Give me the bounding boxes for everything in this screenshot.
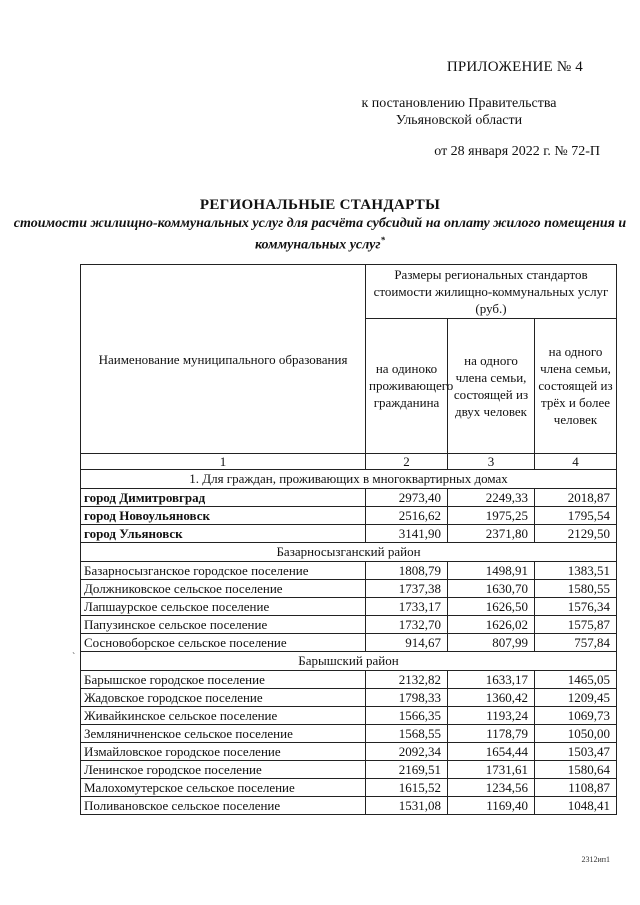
value-three-cell: 757,84 — [535, 634, 617, 652]
municipality-name-cell: Сосновоборское сельское поселение — [81, 634, 366, 652]
column-header-group: Размеры региональных стандартов стоимости жилищно-коммунальных услуг (руб.) — [366, 265, 617, 319]
cities-group — [81, 489, 617, 543]
district-1-group — [81, 562, 617, 652]
value-single-cell: 1566,35 — [366, 707, 448, 725]
district-heading-row — [81, 652, 617, 671]
municipality-name-cell: Живайкинское сельское поселение — [81, 707, 366, 725]
value-single-cell: 1737,38 — [366, 580, 448, 598]
table-row — [81, 525, 617, 543]
decree-date: от 28 января 2022 г. № 72-П — [434, 144, 600, 159]
value-three-cell: 1209,45 — [535, 689, 617, 707]
value-single-cell: 2973,40 — [366, 489, 448, 507]
document-subtitle — [0, 215, 640, 254]
municipality-name-cell: Папузинское сельское поселение — [81, 616, 366, 634]
value-single-cell: 1615,52 — [366, 779, 448, 797]
section-heading-row — [81, 470, 617, 489]
value-single-cell: 914,67 — [366, 634, 448, 652]
column-header-two: на одного члена семьи, состоящей из двух человек — [448, 318, 535, 453]
value-single-cell: 1531,08 — [366, 797, 448, 815]
value-three-cell: 2129,50 — [535, 525, 617, 543]
table-row — [81, 761, 617, 779]
district-heading: Барышский район — [81, 652, 617, 671]
table-row — [81, 489, 617, 507]
value-two-cell: 1234,56 — [448, 779, 535, 797]
municipality-name-cell: Ленинское городское поселение — [81, 761, 366, 779]
value-two-cell: 1731,61 — [448, 761, 535, 779]
value-single-cell: 2516,62 — [366, 507, 448, 525]
value-two-cell: 1654,44 — [448, 743, 535, 761]
district-heading-group — [81, 652, 617, 671]
column-header-name: Наименование муниципального образования — [81, 265, 366, 454]
table-row — [81, 797, 617, 815]
value-two-cell: 2371,80 — [448, 525, 535, 543]
table-row — [81, 634, 617, 652]
appendix-label: ПРИЛОЖЕНИЕ № 4 — [446, 59, 583, 75]
column-header-three: на одного члена семьи, состоящей из трёх и более человек — [535, 318, 617, 453]
table-row — [81, 616, 617, 634]
column-header-single: на одиноко проживающего гражданина — [366, 318, 448, 453]
value-two-cell: 1626,02 — [448, 616, 535, 634]
value-three-cell: 1580,64 — [535, 761, 617, 779]
value-three-cell: 1795,54 — [535, 507, 617, 525]
decree-reference: к постановлению Правительства Ульяновской области — [361, 96, 557, 128]
municipality-name-cell: Базарносызганское городское поселение — [81, 562, 366, 580]
table-header-row — [81, 265, 617, 319]
value-two-cell: 1630,70 — [448, 580, 535, 598]
value-three-cell: 1069,73 — [535, 707, 617, 725]
municipality-name-cell: Должниковское сельское поселение — [81, 580, 366, 598]
value-three-cell: 1576,34 — [535, 598, 617, 616]
municipality-name-cell: Барышское городское поселение — [81, 671, 366, 689]
table-row — [81, 507, 617, 525]
table-row — [81, 580, 617, 598]
value-two-cell: 1360,42 — [448, 689, 535, 707]
value-three-cell: 1048,41 — [535, 797, 617, 815]
district-heading-row — [81, 543, 617, 562]
column-number: 1 — [81, 454, 366, 470]
district-heading-group — [81, 543, 617, 562]
municipality-name-cell: Малохомутерское сельское поселение — [81, 779, 366, 797]
table-row — [81, 707, 617, 725]
table-row — [81, 725, 617, 743]
value-three-cell: 1465,05 — [535, 671, 617, 689]
municipality-name-cell: город Новоульяновск — [81, 507, 366, 525]
value-two-cell: 2249,33 — [448, 489, 535, 507]
value-single-cell: 2092,34 — [366, 743, 448, 761]
table-row — [81, 562, 617, 580]
stray-mark: ` — [72, 652, 76, 663]
footnote-mark: * — [380, 235, 386, 245]
value-two-cell: 1178,79 — [448, 725, 535, 743]
value-single-cell: 1798,33 — [366, 689, 448, 707]
value-single-cell: 1808,79 — [366, 562, 448, 580]
value-three-cell: 1383,51 — [535, 562, 617, 580]
value-single-cell: 1568,55 — [366, 725, 448, 743]
value-two-cell: 1498,91 — [448, 562, 535, 580]
value-three-cell: 1575,87 — [535, 616, 617, 634]
table-row — [81, 671, 617, 689]
document-title: РЕГИОНАЛЬНЫЕ СТАНДАРТЫ — [199, 197, 441, 213]
value-single-cell: 3141,90 — [366, 525, 448, 543]
value-three-cell: 1050,00 — [535, 725, 617, 743]
municipality-name-cell: город Димитровград — [81, 489, 366, 507]
municipality-name-cell: Лапшаурское сельское поселение — [81, 598, 366, 616]
value-two-cell: 1193,24 — [448, 707, 535, 725]
standards-table — [80, 264, 617, 815]
municipality-name-cell: Жадовское городское поселение — [81, 689, 366, 707]
district-heading: Базарносызганский район — [81, 543, 617, 562]
table-row — [81, 689, 617, 707]
municipality-name-cell: Поливановское сельское поселение — [81, 797, 366, 815]
subtitle-text: стоимости жилищно-коммунальных услуг для расчёта субсидий на оплату жилого помещения и коммунальных услуг — [13, 216, 627, 253]
column-number: 2 — [366, 454, 448, 470]
column-number: 4 — [535, 454, 617, 470]
table-row — [81, 779, 617, 797]
value-single-cell: 1732,70 — [366, 616, 448, 634]
value-three-cell: 1503,47 — [535, 743, 617, 761]
value-single-cell: 1733,17 — [366, 598, 448, 616]
value-three-cell: 1580,55 — [535, 580, 617, 598]
value-single-cell: 2169,51 — [366, 761, 448, 779]
value-three-cell: 2018,87 — [535, 489, 617, 507]
district-2-group — [81, 671, 617, 815]
value-two-cell: 1169,40 — [448, 797, 535, 815]
municipality-name-cell: город Ульяновск — [81, 525, 366, 543]
document-code: 2312ип1 — [581, 855, 610, 864]
value-two-cell: 1626,50 — [448, 598, 535, 616]
value-two-cell: 807,99 — [448, 634, 535, 652]
value-single-cell: 2132,82 — [366, 671, 448, 689]
value-three-cell: 1108,87 — [535, 779, 617, 797]
municipality-name-cell: Измайловское городское поселение — [81, 743, 366, 761]
table-row — [81, 598, 617, 616]
table-row — [81, 743, 617, 761]
municipality-name-cell: Земляничненское сельское поселение — [81, 725, 366, 743]
column-number: 3 — [448, 454, 535, 470]
section-heading: 1. Для граждан, проживающих в многоквартирных домах — [81, 470, 617, 489]
value-two-cell: 1633,17 — [448, 671, 535, 689]
value-two-cell: 1975,25 — [448, 507, 535, 525]
column-number-row — [81, 454, 617, 470]
